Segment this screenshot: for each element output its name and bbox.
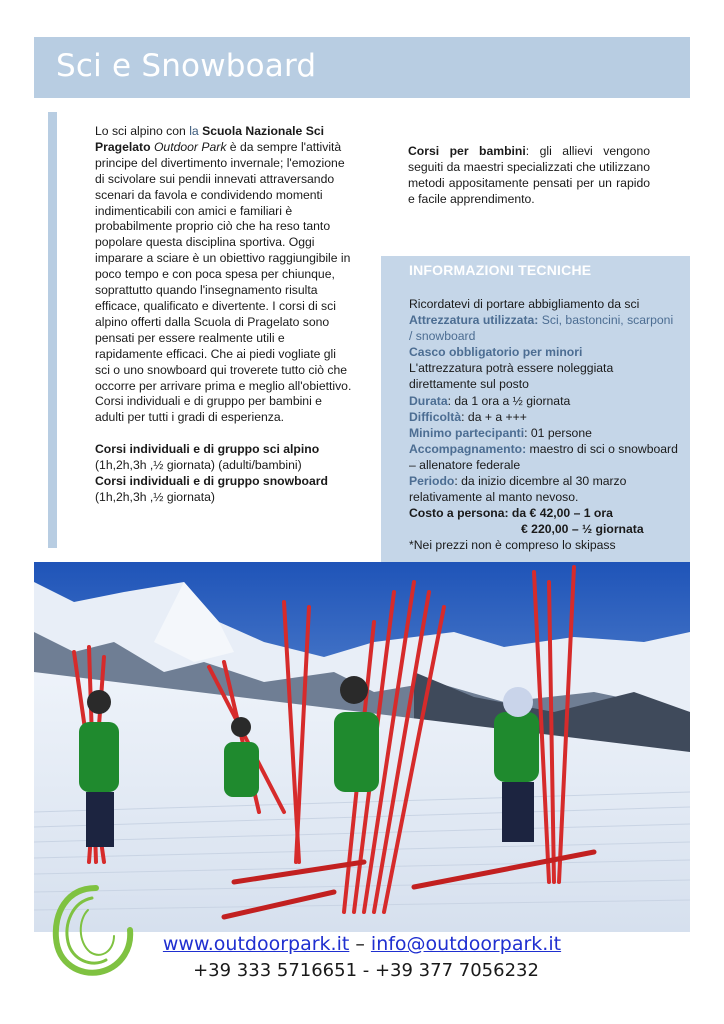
brand-name: Outdoor Park <box>153 139 227 154</box>
experience-text: Corsi individuali e di gruppo per bambini e adulti per tutti i gradi di esperienza. <box>95 394 322 425</box>
info-title: INFORMAZIONI TECNICHE <box>409 262 592 278</box>
link-separator: – <box>349 933 371 955</box>
school-name: Scuola Nazionale Sci Pragelato <box>95 124 324 154</box>
info-duration: Durata: da 1 ora a ½ giornata <box>409 393 571 408</box>
accent-bar <box>48 112 57 548</box>
page-title: Sci e Snowboard <box>56 48 317 84</box>
info-rental: L'attrezzatura potrà essere noleggiata direttamente sul posto <box>409 361 614 392</box>
page-header <box>34 37 690 98</box>
email-link[interactable]: info@outdoorpark.it <box>370 933 562 955</box>
info-equipment: Attrezzatura utilizzata: Sci, bastoncini, scarponi / snowboard <box>409 313 674 344</box>
intro-paragraph: Lo sci alpino con la Scuola Nazionale Sci Pragelato Outdoor Park è da sempre l'attività principe del divertimento invernale; l'emozione di scivolare sui pendii innevati attraversando scenari da favola e condividendo momenti indimenticabili con amici e familiari è probabilmente proprio ciò che ha reso tanto popolare questa disciplina sportiva. Oggi imparare a sciare è un obiettivo raggiungibile in poco tempo e con poca spesa per chiunque, soprattutto quando l'insegnamento risulta efficace, qualificato e divertente. I corsi di sci alpino offerti dalla Scuola di Pragelato sono pensati per essere realmente utili e rapidamente efficaci. Che ai piedi vogliate gli sci o uno snowboard qui troverete tutto ciò che occorre per arrivare prima e meglio all'obiettivo. <box>95 124 352 393</box>
kids-courses <box>408 144 650 208</box>
info-min-participants: Minimo partecipanti: 01 persone <box>409 425 592 440</box>
technical-info-box <box>381 256 690 562</box>
footer-contacts <box>0 932 724 957</box>
phone-numbers: +39 333 5716651 - +39 377 7056232 <box>193 960 539 981</box>
info-difficulty: Difficoltà: da + a +++ <box>409 409 527 424</box>
info-escort: Accompagnamento: maestro di sci o snowboard – allenatore federale <box>409 441 678 472</box>
photo-illustration <box>34 562 690 932</box>
kids-label: Corsi per bambini <box>408 144 526 158</box>
info-period: Periodo: da inizio dicembre al 30 marzo relativamente al manto nevoso. <box>409 474 627 505</box>
ski-course-title: Corsi individuali e di gruppo sci alpino <box>95 442 320 457</box>
info-skipass-note: *Nei prezzi non è compreso lo skipass <box>409 538 616 553</box>
info-body <box>409 296 679 554</box>
info-cost-half-day: € 220,00 – ½ giornata <box>521 522 644 537</box>
ski-kids-photo <box>34 562 690 932</box>
snowboard-course-detail: (1h,2h,3h ,½ giornata) <box>95 489 215 504</box>
intro-column <box>95 124 353 506</box>
snowboard-course-title: Corsi individuali e di gruppo snowboard <box>95 474 328 489</box>
info-reminder: Ricordatevi di portare abbigliamento da sci <box>409 297 640 311</box>
ski-course-detail: (1h,2h,3h ,½ giornata) (adulti/bambini) <box>95 458 302 473</box>
info-cost: Costo a persona: da € 42,00 – 1 ora <box>409 506 613 521</box>
kids-text: : gli allievi vengono seguiti da maestri specializzati che utilizzano metodi appositamente pensati per un rapido e facile apprendimento. <box>408 144 650 206</box>
info-helmet: Casco obbligatorio per minori <box>409 345 583 360</box>
website-link[interactable]: www.outdoorpark.it <box>162 933 350 955</box>
